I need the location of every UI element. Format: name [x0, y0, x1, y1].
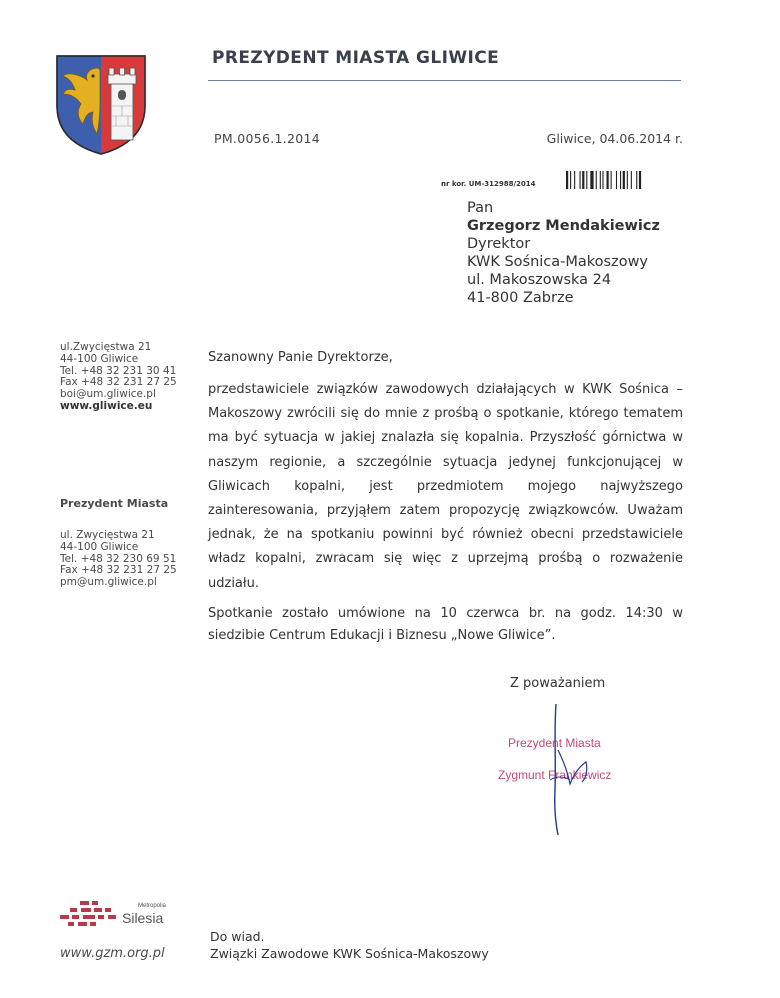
meeting-paragraph: Spotkanie zostało umówione na 10 czerwca br. na godz. 14:30 w siedzibie Centrum Edukacji i Biznesu „Nowe Gliwice”. [208, 606, 683, 643]
president-fax: Fax +48 32 231 27 25 [60, 564, 177, 577]
recipient-street: ul. Makoszowska 24 [467, 272, 612, 288]
metropolia-silesia-logo-icon [58, 897, 188, 931]
recipient-title: Pan [467, 200, 494, 216]
metro-logo-small-text: Metropolia [138, 903, 167, 909]
body-paragraph: przedstawiciele związków zawodowych działających w KWK Sośnica – Makoszowy zwrócili się do mnie z prośbą o spotkanie, którego tematem ma być sytuacja w jakiej znalazła się kopalnia. Przyszłość górnictwa w naszym regionie, a szczególnie sytuacja jedynej funkcjonującej w Gliwicach kopalni, jest przedmiotem mojego najwyższego zainteresowania, przyjąłem zatem propozycję związkowców. Uważam jednak, że na spotkaniu powinni być również obecni przedstawiciele władz kopalni, zwracam się więc z uprzejmą prośbą o rozważenie udziału. [208, 382, 683, 591]
stamp-title: Prezydent Miasta [508, 736, 601, 750]
letterhead-title: PREZYDENT MIASTA GLIWICE [212, 48, 500, 68]
place-and-date: Gliwice, 04.06.2014 r. [546, 131, 683, 146]
salutation: Szanowny Panie Dyrektorze, [208, 350, 393, 365]
cc-label: Do wiad. [210, 929, 265, 944]
president-city: 44-100 Gliwice [60, 540, 139, 553]
cc-recipient: Związki Zawodowe KWK Sośnica-Makoszowy [210, 946, 489, 961]
office-phone: Tel. +48 32 231 30 41 [60, 364, 177, 377]
office-city: 44-100 Gliwice [60, 352, 139, 365]
recipient-position: Dyrektor [467, 236, 531, 252]
carbon-copy-block [210, 928, 489, 962]
gliwice-coat-of-arms-icon [55, 54, 147, 156]
office-website: www.gliwice.eu [60, 399, 153, 412]
stamp-name: Zygmunt Frankiewicz [498, 768, 612, 782]
handwritten-signature [530, 700, 610, 840]
recipient-company: KWK Sośnica-Makoszowy [467, 254, 649, 270]
president-email: pm@um.gliwice.pl [60, 576, 157, 589]
recipient-city: 41-800 Zabrze [467, 290, 574, 306]
president-street: ul. Zwycięstwa 21 [60, 529, 155, 541]
president-contact [60, 530, 177, 589]
office-contact [60, 342, 177, 413]
barcode-icon [566, 171, 672, 189]
closing-phrase: Z poważaniem [510, 676, 606, 691]
letterhead-divider [208, 80, 681, 81]
correspondence-number: nr kor. UM-312988/2014 [441, 180, 536, 188]
gzm-website: www.gzm.org.pl [60, 946, 165, 961]
office-email: boi@um.gliwice.pl [60, 388, 156, 401]
office-street: ul.Zwycięstwa 21 [60, 341, 152, 353]
office-fax: Fax +48 32 231 27 25 [60, 376, 177, 389]
president-heading: Prezydent Miasta [60, 497, 169, 510]
reference-number: PM.0056.1.2014 [214, 131, 321, 146]
recipient-address [467, 199, 660, 307]
metro-logo-big-text: Silesia [122, 910, 164, 926]
president-phone: Tel. +48 32 230 69 51 [60, 552, 177, 565]
recipient-name: Grzegorz Mendakiewicz [467, 218, 660, 234]
